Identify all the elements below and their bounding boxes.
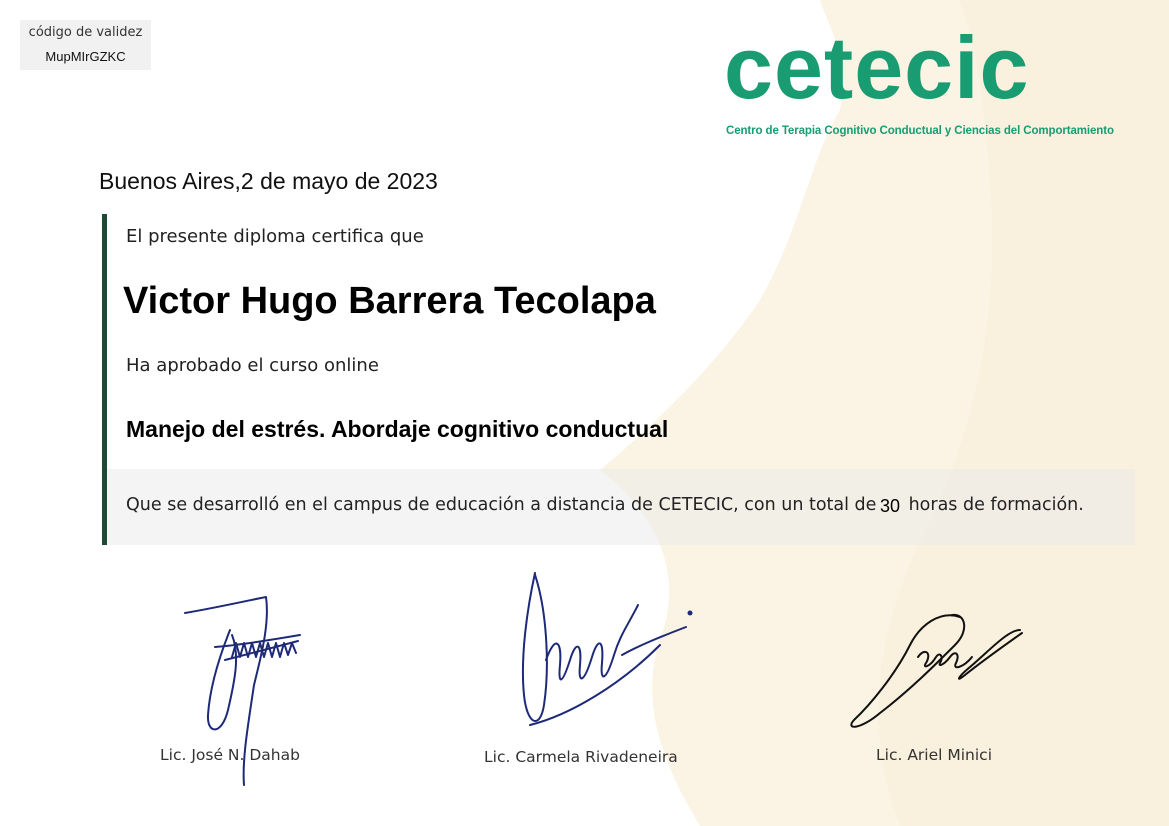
hours-value: 30 (880, 496, 901, 516)
signatory-name-2: Lic. Carmela Rivadeneira (484, 748, 678, 766)
signature-minici-graphic (840, 605, 1040, 735)
brand-tagline: Centro de Terapia Cognitivo Conductual y Ciencias del Comportamiento (726, 125, 1114, 137)
intro-text: El presente diploma certifica que (126, 226, 424, 247)
signature-rivadeneira-graphic (510, 565, 700, 740)
recipient-name: Victor Hugo Barrera Tecolapa (123, 280, 656, 322)
brand-logo: cetecic (724, 18, 1030, 117)
validity-code: MupMIrGZKC (45, 49, 126, 64)
approved-text: Ha aprobado el curso online (126, 355, 379, 376)
course-title: Manejo del estrés. Abordaje cognitivo conductual (126, 416, 669, 442)
validity-code-box (20, 20, 151, 70)
validity-label: código de validez (28, 25, 143, 40)
place-date: Buenos Aires,2 de mayo de 2023 (99, 168, 438, 194)
details-after: horas de formación. (903, 495, 1084, 515)
details-before: Que se desarrolló en el campus de educación a distancia de CETECIC, con un total de (126, 495, 882, 515)
signature-dahab-graphic (170, 585, 320, 795)
signatory-name-1: Lic. José N. Dahab (160, 746, 300, 764)
course-details (126, 494, 1084, 515)
signatory-name-3: Lic. Ariel Minici (876, 746, 993, 764)
